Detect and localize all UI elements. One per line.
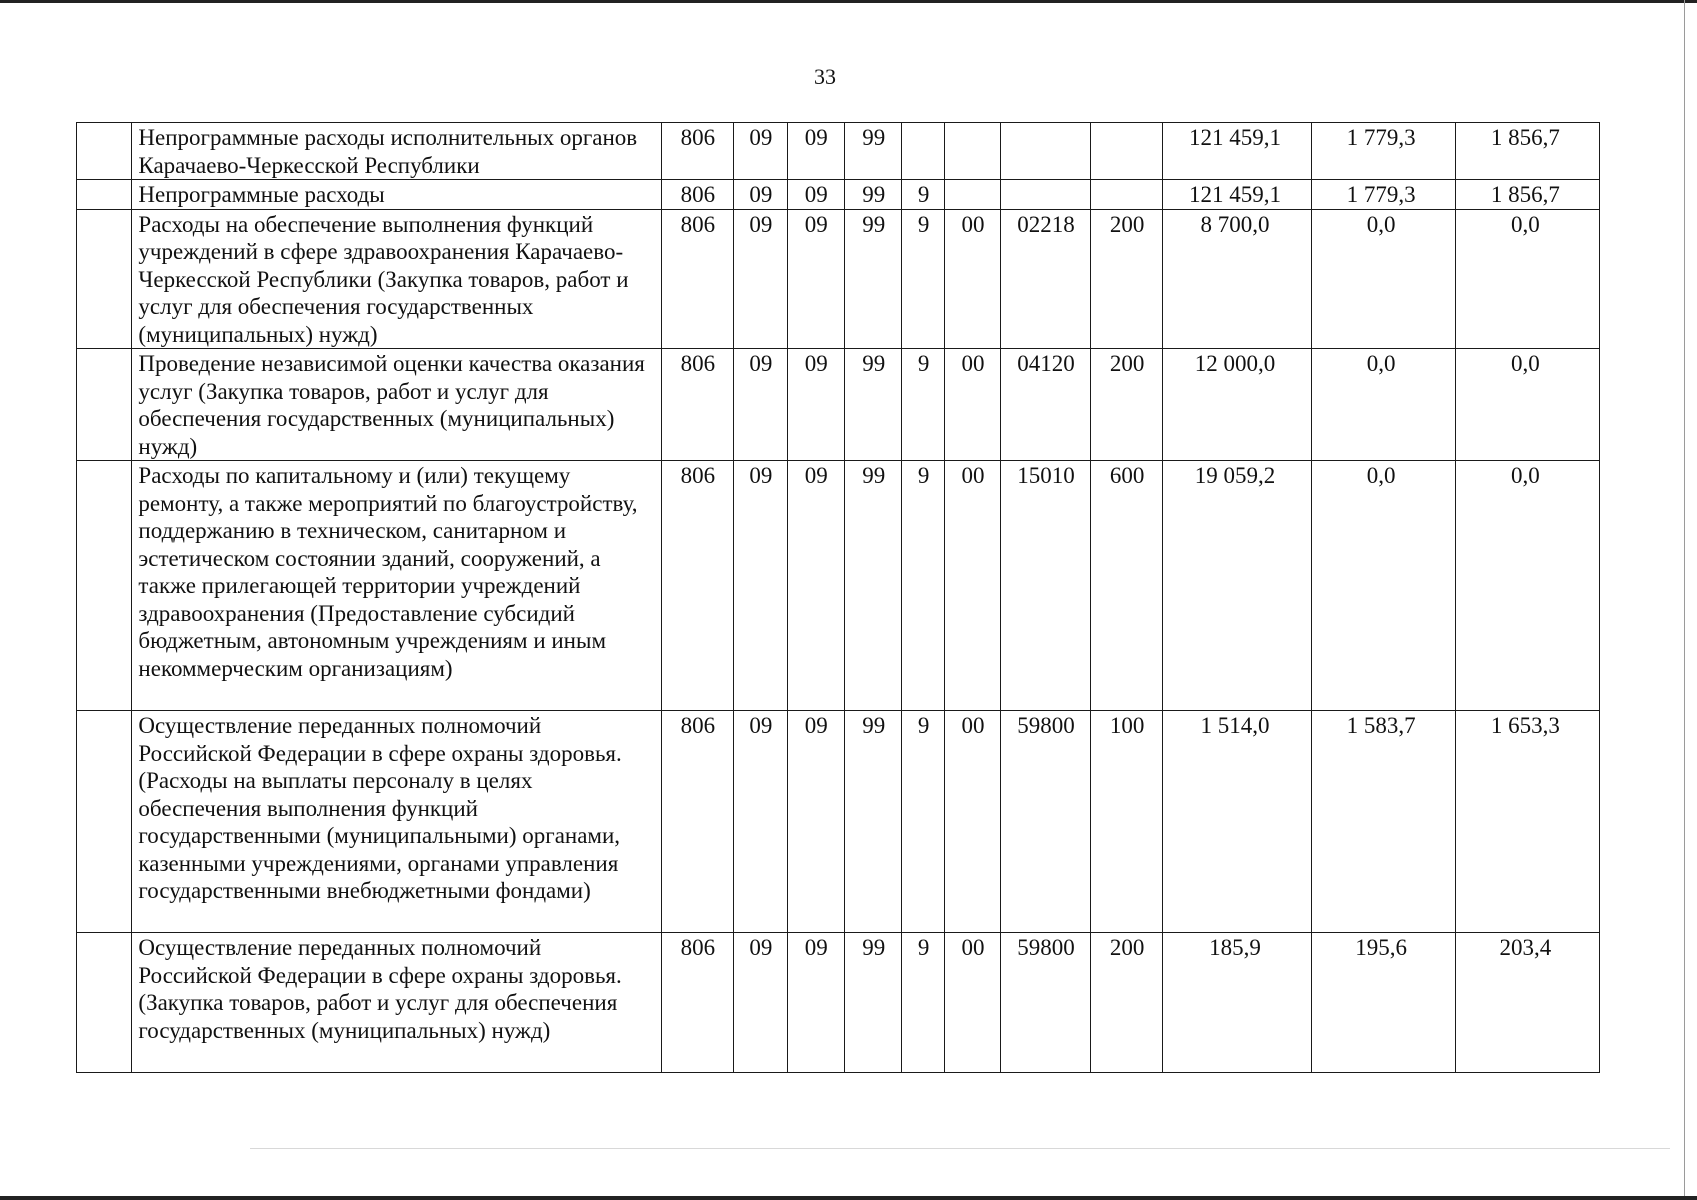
row-name: Непрограммные расходы исполнительных органов Карачаево-Черкесской Республики xyxy=(132,123,661,180)
sum-year-2: 195,6 xyxy=(1311,933,1455,1073)
sum-year-3: 1 653,3 xyxy=(1455,711,1599,933)
row-number-cell xyxy=(77,461,132,711)
code-main-event: 00 xyxy=(944,933,1000,1073)
code-ministry: 806 xyxy=(661,209,734,349)
code-direction: 59800 xyxy=(1001,711,1091,933)
code-main-event: 00 xyxy=(944,711,1000,933)
code-program: 99 xyxy=(844,933,901,1073)
table-row xyxy=(77,711,1600,933)
sum-year-2: 1 779,3 xyxy=(1311,123,1455,180)
scan-right-edge xyxy=(1684,0,1685,1200)
sum-year-1: 8 700,0 xyxy=(1163,209,1311,349)
sum-year-2: 1 583,7 xyxy=(1311,711,1455,933)
budget-table xyxy=(76,122,1600,1073)
sum-year-3: 203,4 xyxy=(1455,933,1599,1073)
code-ministry: 806 xyxy=(661,711,734,933)
code-section: 09 xyxy=(734,711,787,933)
code-direction xyxy=(1001,123,1091,180)
code-section: 09 xyxy=(734,461,787,711)
code-program: 99 xyxy=(844,209,901,349)
code-program: 99 xyxy=(844,711,901,933)
code-main-event xyxy=(944,180,1000,210)
scan-top-edge xyxy=(0,0,1697,3)
table-row xyxy=(77,933,1600,1073)
code-direction: 02218 xyxy=(1001,209,1091,349)
sum-year-1: 121 459,1 xyxy=(1163,180,1311,210)
code-subprogram: 9 xyxy=(902,180,944,210)
sum-year-3: 0,0 xyxy=(1455,209,1599,349)
row-name: Непрограммные расходы xyxy=(132,180,661,210)
code-program: 99 xyxy=(844,180,901,210)
code-subsection: 09 xyxy=(787,209,844,349)
code-expense-type xyxy=(1090,123,1163,180)
scan-bottom-edge xyxy=(0,1196,1697,1200)
code-subprogram xyxy=(902,123,944,180)
row-number-cell xyxy=(77,933,132,1073)
sum-year-3: 1 856,7 xyxy=(1455,123,1599,180)
code-direction: 15010 xyxy=(1001,461,1091,711)
row-name: Расходы по капитальному и (или) текущему ремонту, а также мероприятий по благоустройству, поддержанию в техническом, санитарном и эстетическом состоянии зданий, сооружений, а также прилегающей территории учреждений здравоохранения (Предоставление субсидий бюджетным, автономным учреждениям и иным некоммерческим организациям) xyxy=(132,461,661,711)
code-section: 09 xyxy=(734,209,787,349)
code-subsection: 09 xyxy=(787,933,844,1073)
code-expense-type: 600 xyxy=(1090,461,1163,711)
sum-year-3: 0,0 xyxy=(1455,349,1599,461)
sum-year-3: 0,0 xyxy=(1455,461,1599,711)
code-subsection: 09 xyxy=(787,461,844,711)
row-name: Осуществление переданных полномочий Российской Федерации в сфере охраны здоровья. (Расходы на выплаты персоналу в целях обеспечения выполнения функций государственными (муниципальными) органами, казенными учреждениями, органами управления государственными внебюджетными фондами) xyxy=(132,711,661,933)
code-section: 09 xyxy=(734,349,787,461)
code-main-event xyxy=(944,123,1000,180)
code-subprogram: 9 xyxy=(902,209,944,349)
sum-year-3: 1 856,7 xyxy=(1455,180,1599,210)
sum-year-2: 0,0 xyxy=(1311,209,1455,349)
scan-faint-line xyxy=(250,1148,1670,1149)
code-expense-type: 200 xyxy=(1090,349,1163,461)
row-number-cell xyxy=(77,180,132,210)
code-ministry: 806 xyxy=(661,349,734,461)
sum-year-2: 0,0 xyxy=(1311,461,1455,711)
sum-year-2: 1 779,3 xyxy=(1311,180,1455,210)
code-program: 99 xyxy=(844,461,901,711)
code-section: 09 xyxy=(734,933,787,1073)
table-row xyxy=(77,209,1600,349)
row-number-cell xyxy=(77,711,132,933)
table-row xyxy=(77,349,1600,461)
code-subsection: 09 xyxy=(787,711,844,933)
table-row xyxy=(77,123,1600,180)
code-direction: 59800 xyxy=(1001,933,1091,1073)
row-name: Расходы на обеспечение выполнения функций учреждений в сфере здравоохранения Карачаево-Черкесской Республики (Закупка товаров, работ и услуг для обеспечения государственных (муниципальных) нужд) xyxy=(132,209,661,349)
sum-year-1: 185,9 xyxy=(1163,933,1311,1073)
code-direction: 04120 xyxy=(1001,349,1091,461)
code-main-event: 00 xyxy=(944,461,1000,711)
code-ministry: 806 xyxy=(661,933,734,1073)
code-ministry: 806 xyxy=(661,180,734,210)
code-expense-type xyxy=(1090,180,1163,210)
row-number-cell xyxy=(77,209,132,349)
code-ministry: 806 xyxy=(661,461,734,711)
row-number-cell xyxy=(77,349,132,461)
code-subsection: 09 xyxy=(787,349,844,461)
code-subprogram: 9 xyxy=(902,933,944,1073)
code-subprogram: 9 xyxy=(902,461,944,711)
row-number-cell xyxy=(77,123,132,180)
code-ministry: 806 xyxy=(661,123,734,180)
code-direction xyxy=(1001,180,1091,210)
code-subsection: 09 xyxy=(787,180,844,210)
code-section: 09 xyxy=(734,123,787,180)
code-subprogram: 9 xyxy=(902,711,944,933)
table-row xyxy=(77,180,1600,210)
page-number: 33 xyxy=(814,64,836,89)
sum-year-1: 12 000,0 xyxy=(1163,349,1311,461)
row-name: Проведение независимой оценки качества оказания услуг (Закупка товаров, работ и услуг для обеспечения государственных (муниципальных) нужд) xyxy=(132,349,661,461)
sum-year-1: 121 459,1 xyxy=(1163,123,1311,180)
code-main-event: 00 xyxy=(944,349,1000,461)
code-expense-type: 200 xyxy=(1090,933,1163,1073)
sum-year-1: 19 059,2 xyxy=(1163,461,1311,711)
code-program: 99 xyxy=(844,123,901,180)
code-program: 99 xyxy=(844,349,901,461)
code-expense-type: 200 xyxy=(1090,209,1163,349)
code-section: 09 xyxy=(734,180,787,210)
sum-year-2: 0,0 xyxy=(1311,349,1455,461)
table-row xyxy=(77,461,1600,711)
row-name: Осуществление переданных полномочий Российской Федерации в сфере охраны здоровья. (Закупка товаров, работ и услуг для обеспечения государственных (муниципальных) нужд) xyxy=(132,933,661,1073)
sum-year-1: 1 514,0 xyxy=(1163,711,1311,933)
code-main-event: 00 xyxy=(944,209,1000,349)
code-expense-type: 100 xyxy=(1090,711,1163,933)
code-subsection: 09 xyxy=(787,123,844,180)
code-subprogram: 9 xyxy=(902,349,944,461)
